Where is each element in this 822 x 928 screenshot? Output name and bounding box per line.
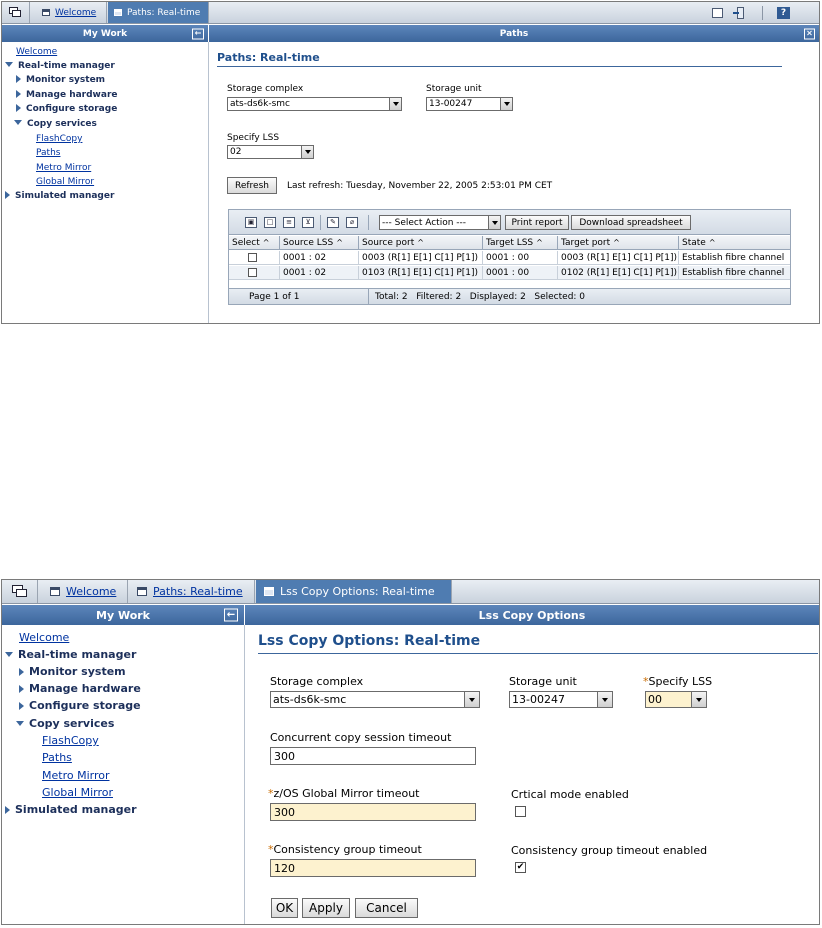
toolbar-divider [762, 6, 763, 20]
my-work-header: My Work ← [2, 25, 208, 42]
state-cell: Establish fibre channel [682, 253, 785, 263]
storage-complex-label: Storage complex [270, 675, 364, 688]
storage-complex-select[interactable]: ats-ds6k-smc [227, 97, 402, 111]
collapsed-icon [16, 104, 21, 112]
page-icon [137, 587, 147, 596]
sidebar-item-configure-storage[interactable]: Configure storage [16, 104, 117, 114]
print-report-button[interactable]: Print report [505, 215, 569, 230]
specify-lss-select[interactable]: 00 [645, 691, 707, 708]
page-icon [50, 587, 60, 596]
source-port-cell: 0003 (R[1] E[1] C[1] P[1]) [359, 251, 483, 265]
collapsed-icon [5, 191, 10, 199]
my-work-header: My Work ← [2, 605, 244, 625]
close-icon[interactable]: × [804, 28, 815, 39]
consistency-enabled-checkbox[interactable]: ✔ [516, 862, 525, 872]
zos-timeout-label: *z/OS Global Mirror timeout [268, 787, 420, 800]
chevron-down-icon[interactable] [488, 216, 500, 229]
target-port-cell: 0003 (R[1] E[1] C[1] P[1]) [558, 251, 679, 265]
consistency-timeout-input[interactable]: 120 [270, 859, 476, 877]
edit-sort-icon[interactable]: ✎ [327, 217, 339, 228]
page-icon [264, 587, 274, 596]
expanded-icon [5, 652, 13, 657]
select-action-dropdown[interactable]: --- Select Action --- [379, 215, 501, 230]
table-footer [229, 288, 790, 304]
help-icon[interactable]: ? [777, 7, 790, 19]
target-lss-cell: 0001 : 00 [483, 251, 558, 265]
sidebar-item-global-mirror[interactable]: Global Mirror [42, 786, 113, 799]
specify-lss-label: Specify LSS [227, 133, 280, 143]
exit-icon[interactable] [733, 7, 745, 19]
expanded-icon [16, 721, 24, 726]
chevron-down-icon[interactable] [500, 98, 512, 110]
chevron-down-icon[interactable] [597, 692, 612, 707]
storage-unit-select[interactable]: 13-00247 [509, 691, 613, 708]
last-refresh-text: Last refresh: Tuesday, November 22, 2005 2:53:01 PM CET [287, 181, 553, 191]
sidebar-item-global-mirror[interactable]: Global Mirror [36, 177, 95, 187]
concurrent-timeout-input[interactable]: 300 [270, 747, 476, 765]
page-icon [42, 9, 50, 16]
console-icon [9, 7, 22, 18]
storage-unit-label: Storage unit [509, 675, 577, 688]
sidebar-item-flashcopy[interactable]: FlashCopy [42, 734, 99, 747]
toolbar-separator [368, 215, 369, 230]
table-header-row [229, 236, 790, 250]
tab-welcome[interactable]: Welcome [36, 2, 107, 23]
tab-welcome[interactable]: Welcome [42, 580, 128, 603]
sidebar-item-manage-hardware[interactable]: Manage hardware [16, 90, 117, 100]
ok-button[interactable]: OK [271, 898, 298, 918]
expanded-icon [14, 120, 22, 125]
deselect-all-icon[interactable]: □ [264, 217, 276, 228]
main-header: Lss Copy Options [245, 605, 819, 625]
collapsed-icon [19, 685, 24, 693]
storage-unit-select[interactable]: 13-00247 [426, 97, 513, 111]
concurrent-timeout-label: Concurrent copy session timeout [270, 731, 452, 744]
show-filter-icon[interactable]: ≡ [283, 217, 295, 228]
clear-sort-icon[interactable]: ⌀ [346, 217, 358, 228]
cancel-button[interactable]: Cancel [355, 898, 418, 918]
tab-lss-copy-options[interactable]: Lss Copy Options: Real-time [256, 580, 452, 603]
source-port-cell: 0103 (R[1] E[1] C[1] P[1]) [359, 266, 483, 280]
row-checkbox[interactable] [248, 268, 257, 277]
sidebar-item-copy-services[interactable]: Copy services [14, 119, 97, 129]
state-cell: Establish fibre channel [682, 268, 785, 278]
tab-paths-realtime[interactable]: Paths: Real-time [129, 580, 255, 603]
column-header-select[interactable]: Select ^ [229, 236, 280, 250]
collapsed-icon [19, 702, 24, 710]
paths-window [1, 1, 820, 324]
column-header-target-lss[interactable]: Target LSS ^ [483, 236, 558, 250]
sidebar-item-monitor-system[interactable]: Monitor system [19, 665, 126, 678]
collapse-nav-icon[interactable]: ← [192, 28, 204, 39]
tab-bar [2, 580, 819, 604]
sort-icon[interactable]: ^ [336, 238, 343, 247]
table-toolbar [229, 210, 790, 235]
tab-bar [2, 2, 819, 24]
sidebar-item-metro-mirror[interactable]: Metro Mirror [36, 163, 92, 173]
row-checkbox[interactable] [248, 253, 257, 262]
page-indicator: Page 1 of 1 [229, 289, 369, 305]
window-page-icon[interactable] [712, 8, 723, 18]
lss-copy-options-window [1, 579, 820, 925]
consistency-timeout-label: *Consistency group timeout [268, 843, 422, 856]
page-title: Lss Copy Options: Real-time [258, 633, 481, 649]
select-all-icon[interactable]: ▣ [245, 217, 257, 228]
sort-icon[interactable]: ^ [262, 238, 270, 247]
refresh-button[interactable]: Refresh [227, 177, 277, 194]
collapsed-icon [16, 75, 21, 83]
sidebar-item-metro-mirror[interactable]: Metro Mirror [42, 769, 110, 782]
chevron-down-icon[interactable] [464, 692, 479, 707]
sidebar-item-manage-hardware[interactable]: Manage hardware [19, 682, 141, 695]
specify-lss-label: *Specify LSS [643, 675, 713, 688]
sidebar-item-paths[interactable]: Paths [42, 751, 72, 764]
sidebar-item-copy-services[interactable]: Copy services [16, 717, 114, 730]
console-icon-area[interactable] [2, 2, 30, 23]
column-header-source-lss[interactable]: Source LSS ^ [280, 236, 359, 250]
sidebar-item-configure-storage[interactable]: Configure storage [19, 699, 141, 712]
zos-timeout-input[interactable]: 300 [270, 803, 476, 821]
column-header-state[interactable]: State ^ [682, 238, 716, 248]
page-title: Paths: Real-time [217, 51, 320, 64]
chevron-down-icon[interactable] [389, 98, 401, 110]
chevron-down-icon[interactable] [691, 692, 706, 707]
table-totals: Total: 2 Filtered: 2 Displayed: 2 Selected: 0 [375, 292, 586, 302]
storage-complex-select[interactable]: ats-ds6k-smc [270, 691, 480, 708]
sidebar-item-realtime-manager[interactable]: Real-time manager [5, 648, 136, 661]
table-row [229, 251, 790, 265]
console-icon [12, 585, 28, 598]
target-lss-cell: 0001 : 00 [483, 266, 558, 280]
collapsed-icon [19, 668, 24, 676]
page-icon [114, 9, 122, 16]
toolbar-separator [320, 215, 321, 230]
row-select-cell [229, 266, 280, 280]
critical-mode-checkbox[interactable] [515, 806, 526, 817]
sidebar-item-realtime-manager[interactable]: Real-time manager [5, 61, 115, 71]
required-marker: * [268, 787, 274, 800]
paths-table [228, 209, 791, 305]
sidebar-item-simulated-manager[interactable]: Simulated manager [5, 803, 137, 816]
sort-icon[interactable]: ^ [536, 238, 543, 247]
storage-complex-label: Storage complex [227, 84, 304, 94]
sidebar-item-welcome[interactable]: Welcome [16, 47, 58, 57]
apply-button[interactable]: Apply [302, 898, 350, 918]
main-header: Paths × [209, 25, 819, 42]
sidebar-item-paths[interactable]: Paths [36, 148, 61, 158]
target-port-cell: 0102 (R[1] E[1] C[1] P[1]) [558, 266, 679, 280]
column-header-target-port[interactable]: Target port ^ [558, 236, 679, 250]
consistency-enabled-label: Consistency group timeout enabled [511, 844, 708, 857]
storage-unit-label: Storage unit [426, 84, 482, 94]
critical-mode-label: Crtical mode enabled [511, 788, 629, 801]
sort-icon[interactable]: ^ [613, 238, 620, 247]
chevron-down-icon[interactable] [301, 146, 313, 158]
console-icon-area[interactable] [2, 580, 38, 603]
download-spreadsheet-button[interactable]: Download spreadsheet [571, 215, 691, 230]
collapsed-icon [5, 806, 10, 814]
source-lss-cell: 0001 : 02 [280, 266, 359, 280]
clear-filter-icon[interactable]: ⊻ [302, 217, 314, 228]
sort-icon[interactable]: ^ [417, 238, 424, 247]
required-marker: * [643, 675, 649, 688]
sort-icon[interactable]: ^ [708, 238, 716, 247]
sidebar-item-monitor-system[interactable]: Monitor system [16, 75, 105, 85]
title-divider [217, 66, 782, 67]
sidebar-item-flashcopy[interactable]: FlashCopy [36, 134, 83, 144]
specify-lss-select[interactable]: 02 [227, 145, 314, 159]
sidebar-item-welcome[interactable]: Welcome [19, 631, 70, 644]
source-lss-cell: 0001 : 02 [280, 251, 359, 265]
row-select-cell [229, 251, 280, 265]
title-divider [258, 653, 818, 654]
tab-paths-realtime[interactable]: Paths: Real-time [108, 2, 209, 23]
sidebar [2, 625, 245, 924]
required-marker: * [268, 843, 274, 856]
collapsed-icon [16, 90, 21, 98]
table-row [229, 266, 790, 280]
collapse-nav-icon[interactable]: ← [224, 609, 238, 622]
sidebar [2, 42, 209, 323]
expanded-icon [5, 62, 13, 67]
sidebar-item-simulated-manager[interactable]: Simulated manager [5, 191, 114, 201]
main-content [245, 625, 819, 924]
column-header-source-port[interactable]: Source port ^ [359, 236, 483, 250]
